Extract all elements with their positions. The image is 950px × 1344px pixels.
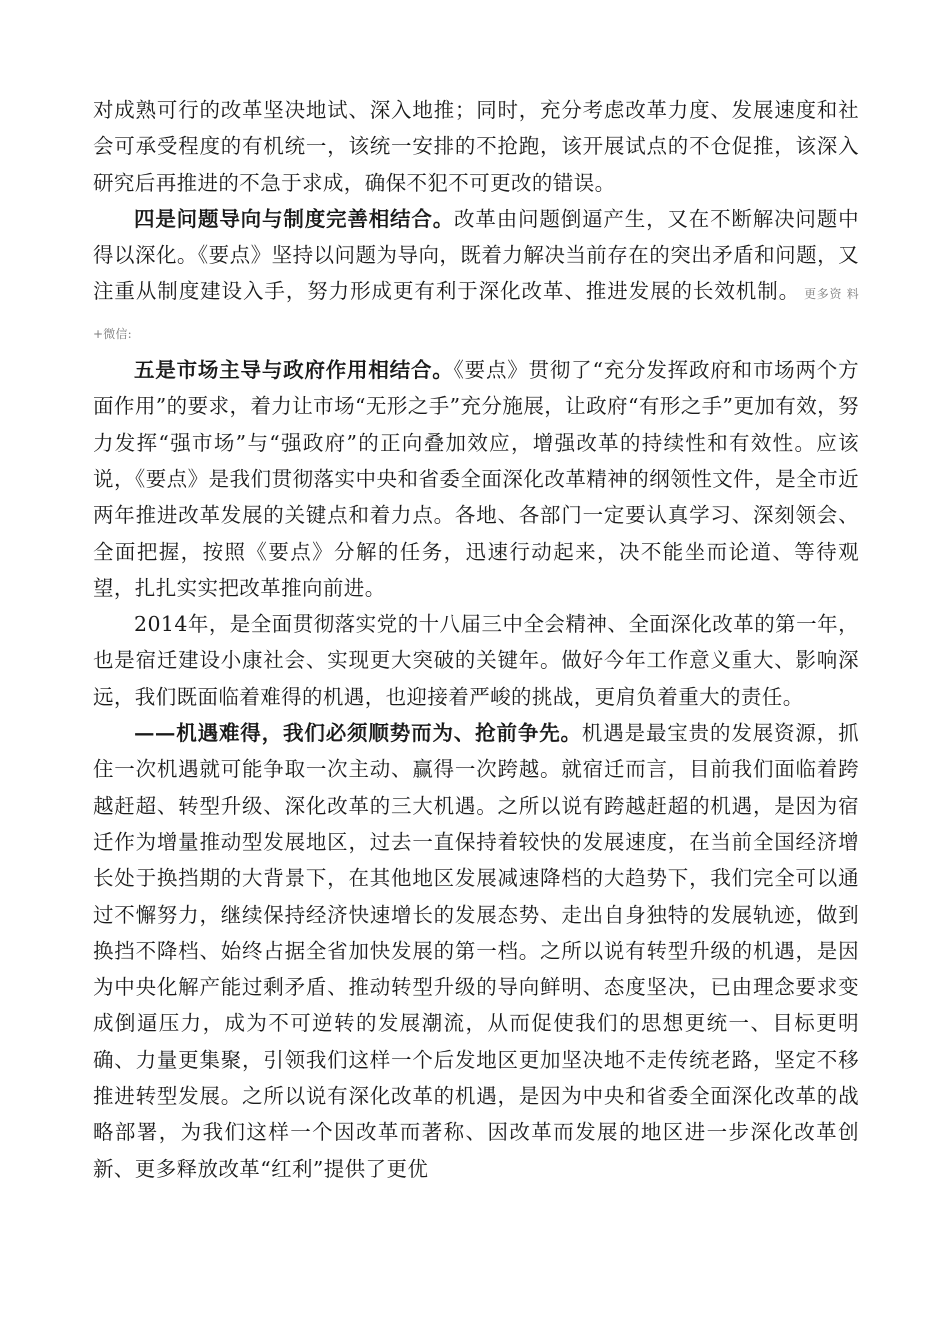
paragraph-point-five bbox=[93, 352, 859, 606]
paragraph-text: 2014年，是全面贯彻落实党的十八届三中全会精神、全面深化改革的第一年，也是宿迁建设小康社会、实现更大突破的关键年。做好今年工作意义重大、影响深远，我们既面临着难得的机遇，也迎接着严峻的挑战，更肩负着重大的责任。 bbox=[93, 612, 859, 709]
paragraph-lead-bold: ——机遇难得，我们必须顺势而为、抢前争先。 bbox=[134, 721, 582, 746]
paragraph-text: 对成熟可行的改革坚决地试、深入地推；同时，充分考虑改革力度、发展速度和社会可承受程度的有机统一，该统一安排的不抢跑，该开展试点的不仓促推，该深入研究后再推进的不急于求成，确保不犯不可更改的错误。 bbox=[93, 98, 859, 195]
paragraph-point-four bbox=[93, 201, 859, 352]
document-body bbox=[93, 92, 859, 1187]
paragraph-2014 bbox=[93, 606, 859, 715]
paragraph-lead-bold: 五是市场主导与政府作用相结合。 bbox=[134, 358, 454, 383]
watermark-note: 更多资 料+微信: bbox=[93, 287, 859, 341]
paragraph-continuation bbox=[93, 92, 859, 201]
paragraph-text: 《要点》贯彻了“充分发挥政府和市场两个方面作用”的要求，着力让市场“无形之手”充分施展，让政府“有形之手”更加有效，努力发挥“强市场”与“强政府”的正向叠加效应，增强改革的持续性和有效性。应该说，《要点》是我们贯彻落实中央和省委全面深化改革精神的纲领性文件，是全市近两年推进改革发展的关键点和着力点。各地、各部门一定要认真学习、深刻领会、全面把握，按照《要点》分解的任务，迅速行动起来，决不能坐而论道、等待观望，扎扎实实把改革推向前进。 bbox=[93, 358, 859, 600]
paragraph-lead-bold: 四是问题导向与制度完善相结合。 bbox=[134, 206, 455, 231]
paragraph-opportunity bbox=[93, 715, 859, 1187]
paragraph-text: 改革由问题倒逼产生，又在不断解决问题中得以深化。《要点》坚持以问题为导向，既着力解决当前存在的突出矛盾和问题，又注重从制度建设入手，努力形成更有利于深化改革、推进发展的长效机制。 bbox=[93, 206, 859, 304]
paragraph-text: 机遇是最宝贵的发展资源，抓住一次机遇就可能争取一次主动、赢得一次跨越。就宿迁而言，目前我们面临着跨越赶超、转型升级、深化改革的三大机遇。之所以说有跨越赶超的机遇，是因为宿迁作为增量推动型发展地区，过去一直保持着较快的发展速度，在当前全国经济增长处于换挡期的大背景下，在其他地区发展减速降档的大趋势下，我们完全可以通过不懈努力，继续保持经济快速增长的发展态势、走出自身独特的发展轨迹，做到换挡不降档、始终占据全省加快发展的第一档。之所以说有转型升级的机遇，是因为中央化解产能过剩矛盾、推动转型升级的导向鲜明、态度坚决，已由理念要求变成倒逼压力，成为不可逆转的发展潮流，从而促使我们的思想更统一、目标更明确、力量更集聚，引领我们这样一个后发地区更加坚决地不走传统老路，坚定不移推进转型发展。之所以说有深化改革的机遇，是因为中央和省委全面深化改革的战略部署，为我们这样一个因改革而著称、因改革而发展的地区进一步深化改革创新、更多释放改革“红利”提供了更优 bbox=[93, 721, 860, 1181]
